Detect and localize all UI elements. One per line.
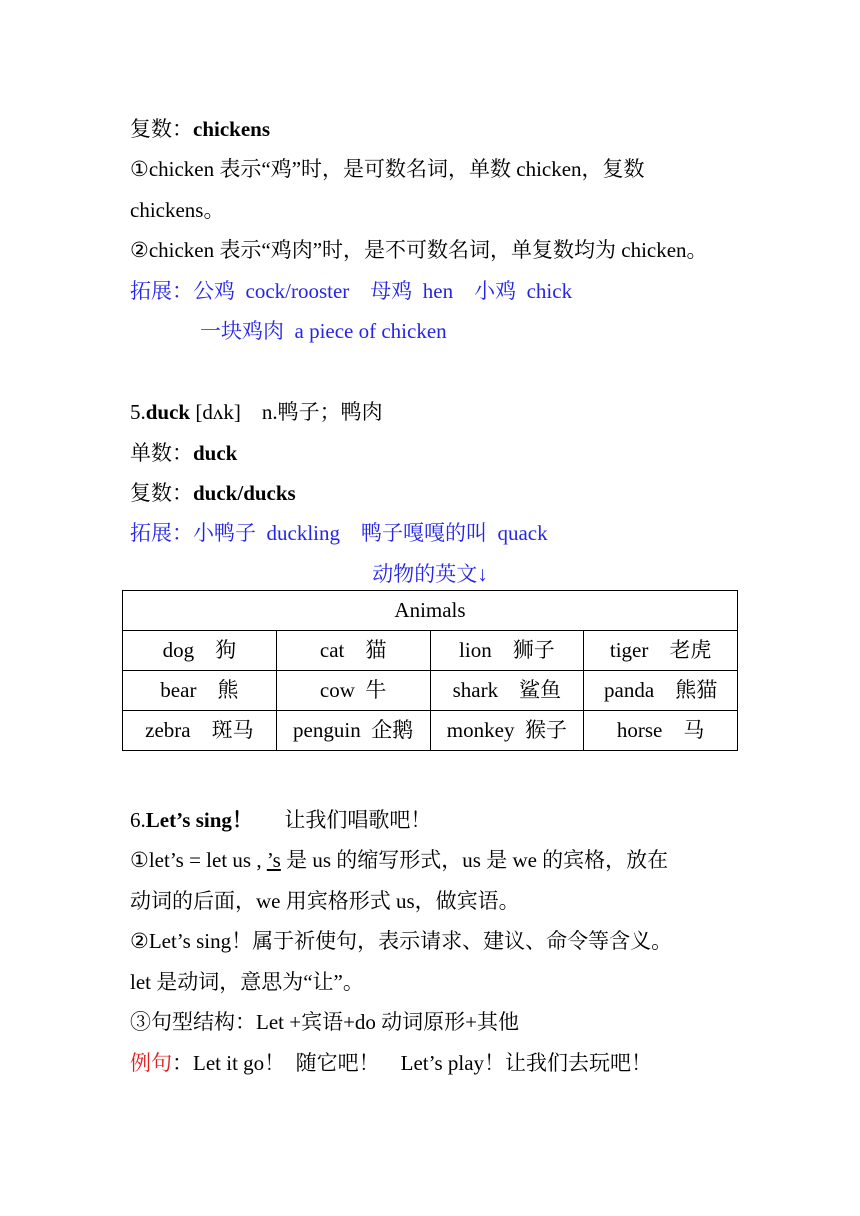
headword: duck (145, 400, 191, 424)
example-line (130, 1049, 652, 1077)
table-header-row (123, 591, 738, 631)
note-text: ①let’s = let us , (130, 848, 267, 872)
underlined-text: ’s (266, 848, 281, 872)
table-cell: panda 熊猫 (584, 671, 738, 711)
table-cell: penguin 企鹅 (276, 711, 430, 751)
singular-label: 单数： (130, 441, 193, 465)
section-number: 5. (130, 400, 146, 424)
extension-text: 公鸡 cock/rooster 母鸡 hen 小鸡 chick (193, 279, 573, 303)
animals-table (122, 590, 738, 751)
plural-value: chickens (193, 117, 271, 141)
example-text: ：Let it go！ 随它吧！ Let’s play！让我们去玩吧！ (172, 1051, 653, 1075)
lets-sing-heading (130, 806, 431, 834)
duck-extension-line (130, 519, 548, 547)
chicken-extension-line-2: 一块鸡肉 a piece of chicken (200, 319, 447, 343)
chicken-plural-line (130, 115, 270, 143)
plural-value: duck/ducks (193, 481, 296, 505)
lets-note-3: ③句型结构：Let +宾语+do 动词原形+其他 (130, 1010, 520, 1034)
table-header: Animals (123, 591, 738, 631)
lets-note-1b: 动词的后面，we 用宾格形式 us，做宾语。 (130, 889, 520, 913)
table-cell: cat 猫 (276, 631, 430, 671)
table-row (123, 671, 738, 711)
chicken-note-1a: ①chicken 表示“鸡”时，是可数名词，单数 chicken，复数 (130, 157, 645, 181)
note-text: 是 us 的缩写形式，us 是 we 的宾格，放在 (280, 848, 669, 872)
table-cell: dog 狗 (123, 631, 277, 671)
table-caption: 动物的英文↓ (372, 562, 488, 586)
plural-label: 复数： (130, 481, 193, 505)
plural-label: 复数： (130, 117, 193, 141)
table-cell: monkey 猴子 (430, 711, 584, 751)
phonetic-and-meaning: [dʌk] n.鸭子；鸭肉 (190, 400, 383, 424)
singular-value: duck (193, 441, 238, 465)
headword-punct: ！ (231, 808, 253, 832)
lets-note-2a: ②Let’s sing！属于祈使句，表示请求、建议、命令等含义。 (130, 929, 673, 953)
extension-label: 拓展： (130, 521, 193, 545)
extension-label: 拓展： (130, 279, 193, 303)
chicken-extension-line-1 (130, 277, 572, 305)
duck-singular-line (130, 439, 237, 467)
headword: Let’s sing (145, 808, 232, 832)
chicken-note-1b: chickens。 (130, 198, 225, 222)
section-number: 6. (130, 808, 146, 832)
duck-plural-line (130, 479, 296, 507)
table-cell: lion 狮子 (430, 631, 584, 671)
chicken-note-2: ②chicken 表示“鸡肉”时，是不可数名词，单复数均为 chicken。 (130, 238, 708, 262)
lets-note-1a (130, 846, 668, 874)
table-cell: tiger 老虎 (584, 631, 738, 671)
table-cell: cow 牛 (276, 671, 430, 711)
lets-note-2b: let 是动词，意思为“让”。 (130, 970, 364, 994)
duck-heading (130, 398, 383, 426)
table-cell: zebra 斑马 (123, 711, 277, 751)
table-row (123, 631, 738, 671)
table-cell: horse 马 (584, 711, 738, 751)
table-cell: bear 熊 (123, 671, 277, 711)
translation: 让我们唱歌吧！ (252, 808, 432, 832)
table-cell: shark 鲨鱼 (430, 671, 584, 711)
example-label: 例句 (130, 1051, 172, 1075)
extension-text: 小鸭子 duckling 鸭子嘎嘎的叫 quack (193, 521, 548, 545)
table-row (123, 711, 738, 751)
